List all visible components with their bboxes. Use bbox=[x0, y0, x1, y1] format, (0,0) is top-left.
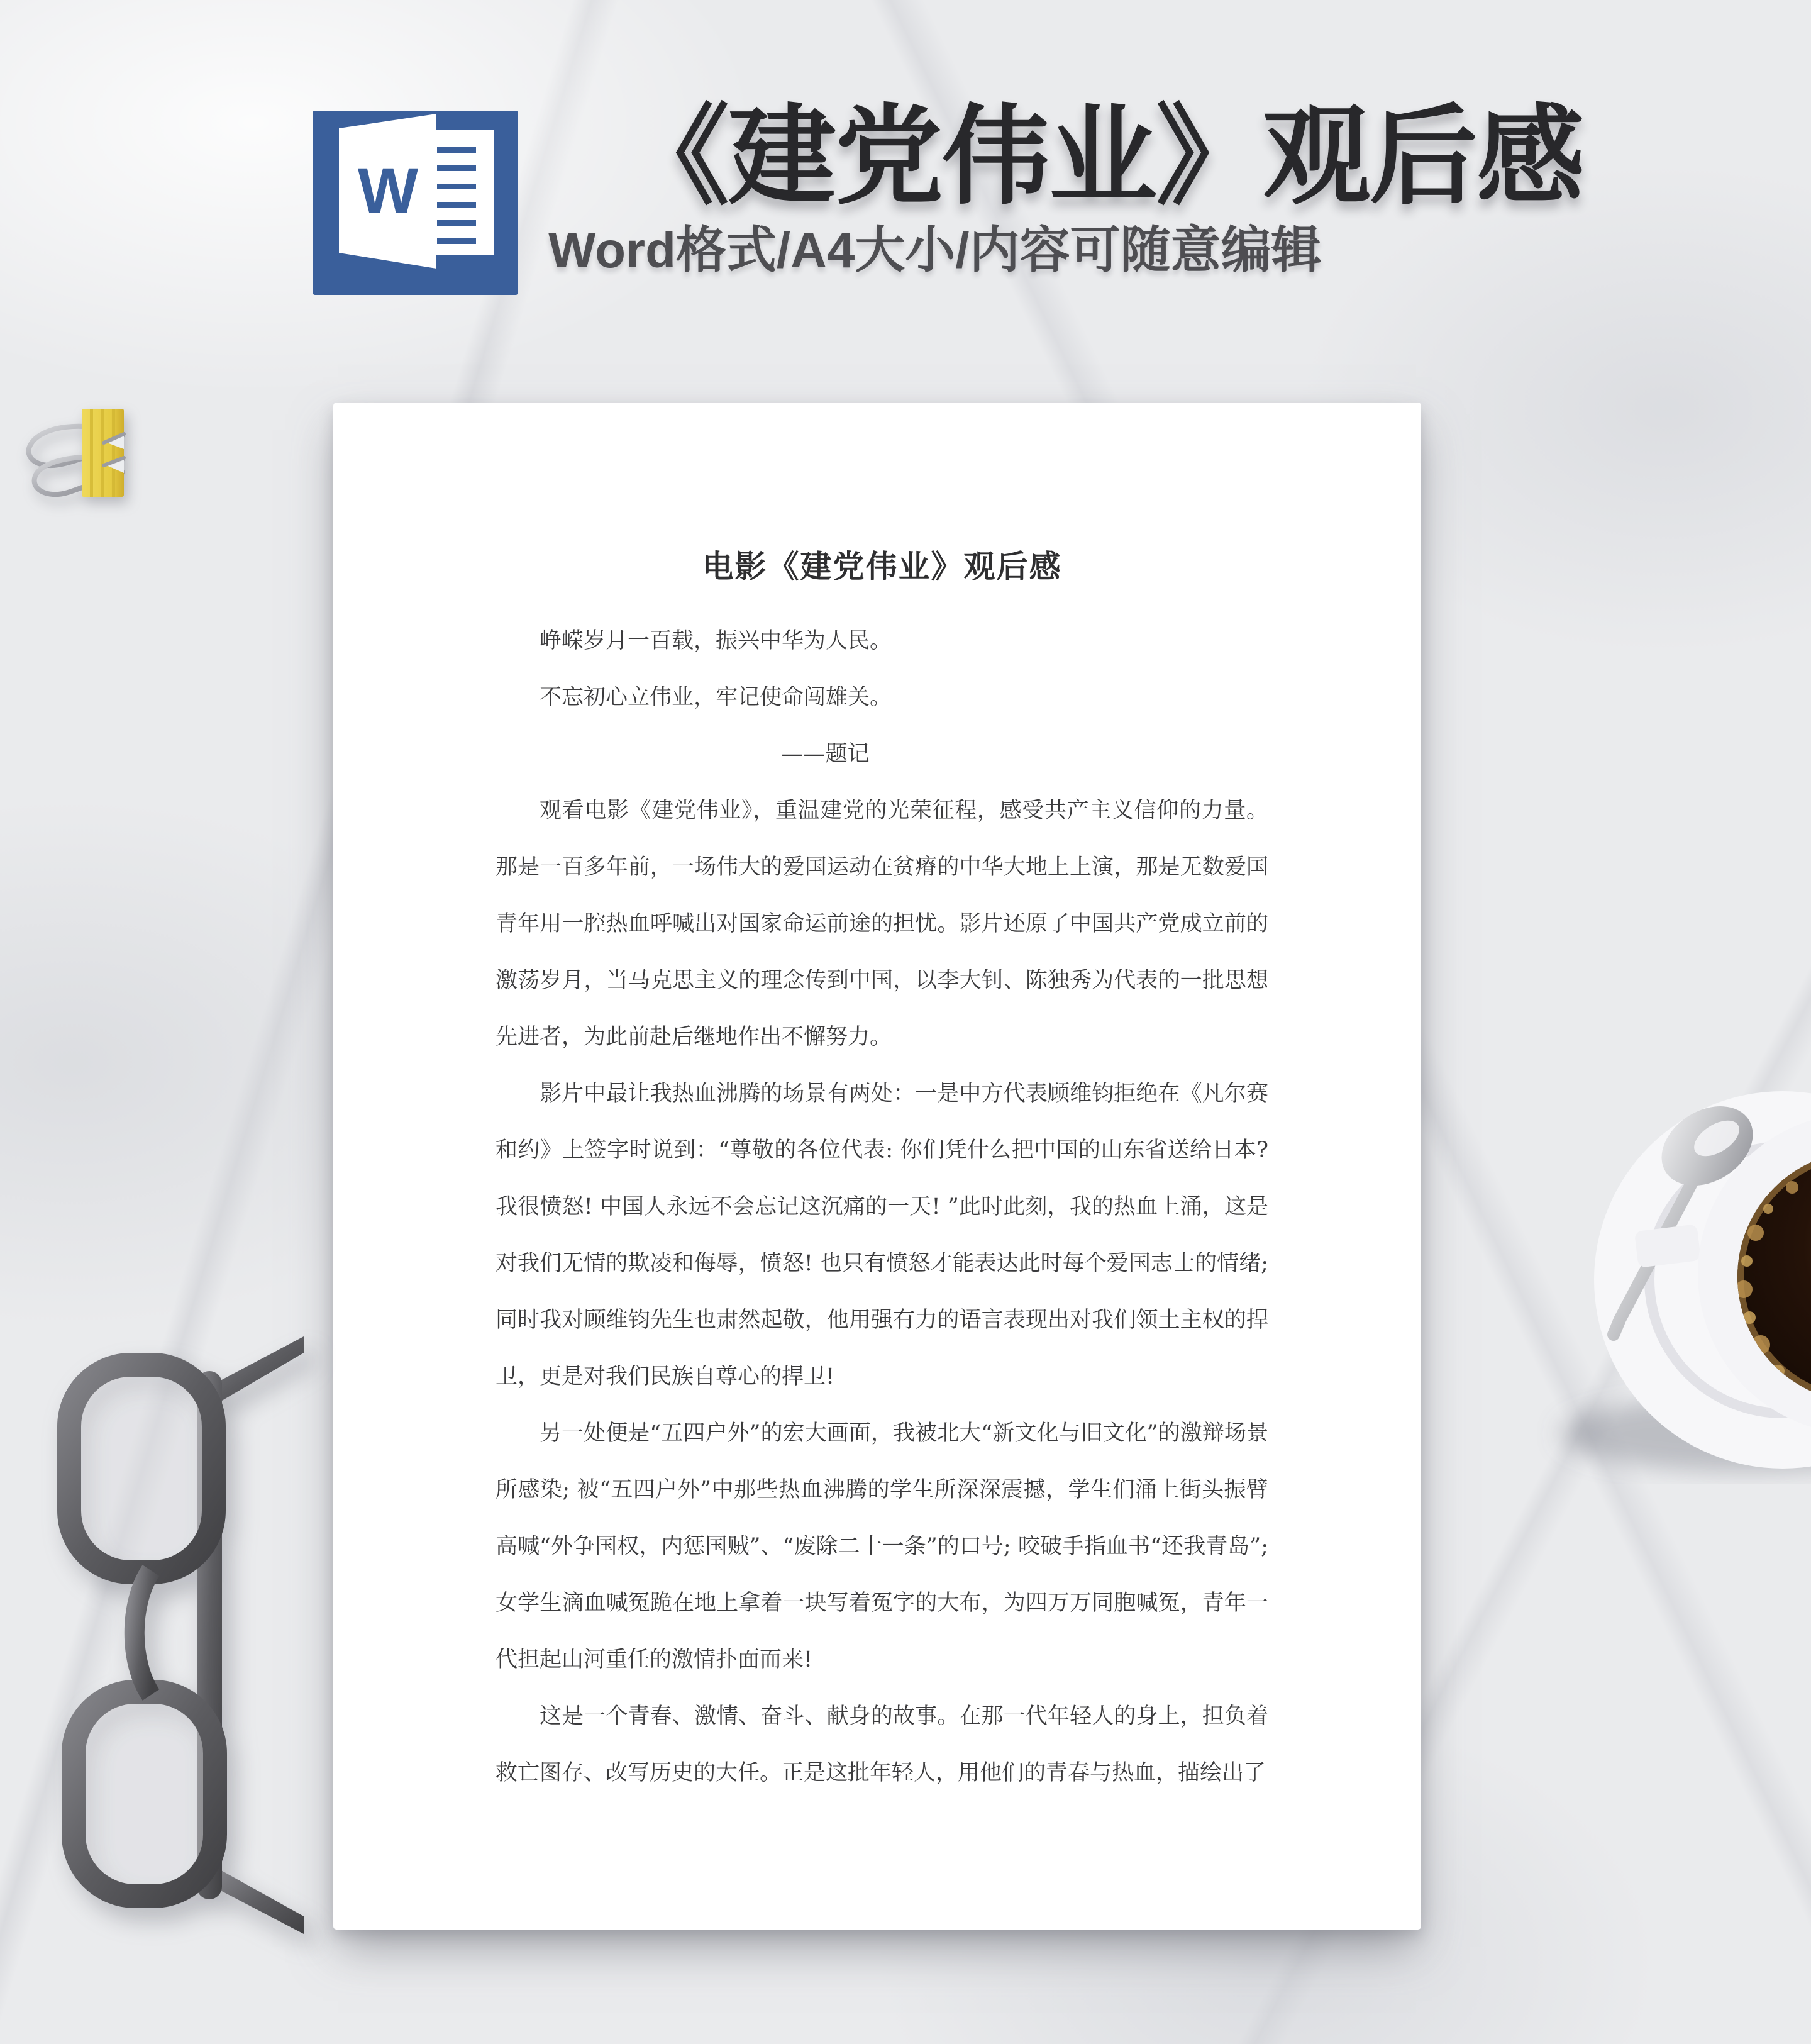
cup-handle bbox=[1634, 1224, 1701, 1268]
document-paragraph: 观看电影《建党伟业》，重温建党的光荣征程，感受共产主义信仰的力量。那是一百多年前，一场伟大的爱国运动在贫瘠的中华大地上上演，那是无数爱国青年用一腔热血呼喊出对国家命运前途的担忧。影片还原了中国共产党成立前的激荡岁月，当马克思主义的理念传到中国，以李大钊、陈独秀为代表的一批思想先进者，为此前赴后继地作出不懈努力。 bbox=[496, 798, 1268, 1050]
glasses-temple-bottom bbox=[217, 1870, 304, 1934]
document-paragraph: 这是一个青春、激情、奋斗、献身的故事。在那一代年轻人的身上，担负着救亡图存、改写历史的大任。正是这批年轻人，用他们的青春与热血，描绘出了 bbox=[496, 1704, 1268, 1786]
document-title: 电影《建党伟业》观后感 bbox=[702, 548, 1062, 585]
promo-title: 《建党伟业》观后感 bbox=[621, 96, 1583, 217]
binder-clip-icon bbox=[9, 395, 148, 514]
epigraph-block bbox=[496, 613, 1268, 782]
document-body bbox=[333, 403, 1421, 1801]
word-logo-letter: W bbox=[357, 155, 419, 226]
document-page bbox=[333, 403, 1421, 1930]
epigraph-attribution: ——题记 bbox=[781, 742, 870, 767]
glasses-temple-top bbox=[216, 1336, 304, 1401]
glasses-lens-top bbox=[69, 1365, 214, 1572]
epigraph-line-2: 不忘初心立伟业，牢记使命闯雄关。 bbox=[540, 685, 892, 710]
coffee-cup bbox=[1497, 1031, 1811, 1484]
glasses-lens-bottom bbox=[74, 1692, 215, 1896]
word-logo-icon bbox=[313, 111, 518, 295]
epigraph-line-1: 峥嵘岁月一百载，振兴中华为人民。 bbox=[540, 628, 892, 653]
promo-subtitle: Word格式/A4大小/内容可随意编辑 bbox=[548, 222, 1322, 278]
glasses-nose-bridge bbox=[135, 1570, 151, 1695]
document-paragraph: 另一处便是“五四户外”的宏大画面，我被北大“新文化与旧文化”的激辩场景所感染; 被“五四户外”中那些热血沸腾的学生所深深震撼，学生们涌上街头振臂高喊“外争国权，内惩国贼”、“废除二十一条”的口号; 咬破手指血书“还我青岛”; 女学生滴血喊冤跪在地上拿着一块写着冤字的大布，为四万万同胞喊冤，青年一代担起山河重任的激情扑面而来! bbox=[496, 1421, 1268, 1672]
document-paragraph: 影片中最让我热血沸腾的场景有两处：一是中方代表顾维钧拒绝在《凡尔赛和约》上签字时说到：“尊敬的各位代表: 你们凭什么把中国的山东省送给日本? 我很愤怒! 中国人永远不会忘记这沉痛的一天! ”此时此刻，我的热血上涌，这是对我们无情的欺凌和侮辱，愤怒! 也只有愤怒才能表达此时每个爱国志士的情绪; 同时我对顾维钧先生也肃然起敬，他用强有力的语言表现出对我们领土主权的捍卫，更是对我们民族自尊心的捍卫! bbox=[496, 1081, 1268, 1389]
glasses bbox=[35, 1318, 305, 1953]
